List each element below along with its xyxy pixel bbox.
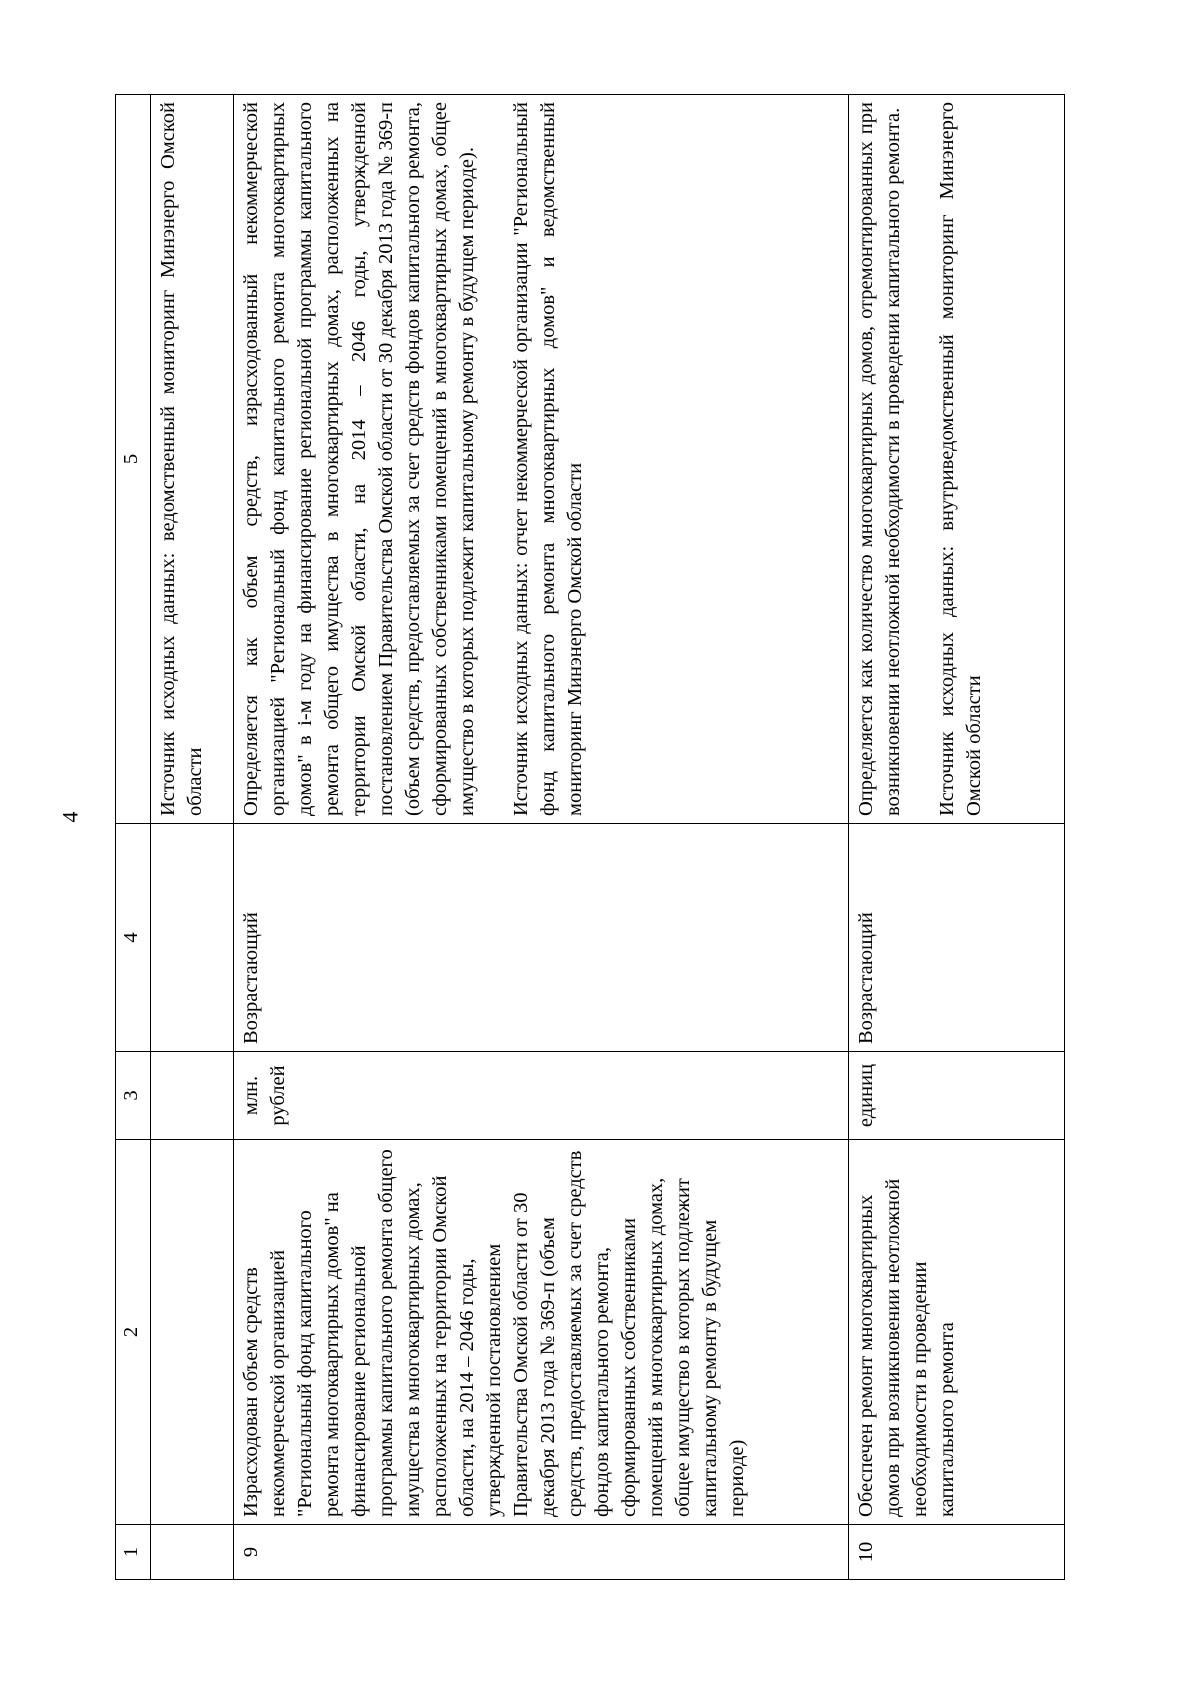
table-row-continuation	[151, 95, 234, 1580]
table-row	[849, 95, 1065, 1580]
unit-cell: единиц	[849, 1052, 1065, 1140]
unit-cell: млн. рублей	[234, 1052, 849, 1140]
page-number: 4	[57, 811, 82, 823]
header-cell: 2	[116, 1140, 151, 1525]
row-number: 10	[849, 1525, 1065, 1580]
method-text: Определяется как объем средств, израсходованный некоммерческой организацией "Региональный фонд капитального ремонта многоквартирных домов" в i-м году на финансирование региональной программы капитального ремонта общего имущества в многоквартирных домах, расположенных на территории Омской области, на 2014 – 2046 годы, утвержденной постановлением Правительства Омской области от 30 декабря 2013 года № 369-п (объем средств, предоставляемых за счет средств фондов капитального ремонта, сформированных собственниками помещений в многоквартирных домах, общее имущество в которых подлежит капитальному ремонту в будущем периоде).	[240, 102, 478, 816]
header-cell: 4	[116, 824, 151, 1052]
continuation-source-cell: Источник исходных данных: ведомственный мониторинг Минэнерго Омской области	[151, 95, 234, 824]
indicator-cell: Обеспечен ремонт многоквартирных домов при возникновении неотложной необходимости в проведении капитального ремонта	[849, 1140, 1065, 1525]
indicator-cell: Израсходован объем средств некоммерческой организацией "Региональный фонд капитального ремонта многоквартирных домов" на финансирование региональной программы капитального ремонта общего имущества в многоквартирных домах, расположенных на территории Омской области, на 2014 – 2046 годы, утвержденной постановлением Правительства Омской области от 30 декабря 2013 года № 369-п (объем средств, предоставляемых за счет средств фондов капитального ремонта, сформированных собственниками помещений в многоквартирных домах, общее имущество в которых подлежит капитальному ремонту в будущем периоде)	[234, 1140, 849, 1525]
indicators-table	[115, 94, 1065, 1580]
row-number: 9	[234, 1525, 849, 1580]
table-row	[234, 95, 849, 1580]
method-cell	[849, 95, 1065, 824]
source-text: Источник исходных данных: отчет некоммерческой организации "Региональный фонд капитального ремонта многоквартирных домов" и ведомственный мониторинг Минэнерго Омской области	[510, 102, 586, 816]
method-text: Определяется как количество многоквартирных домов, отремонтированных при возникновении неотложной необходимости в проведении капитального ремонта.	[855, 102, 904, 816]
direction-cell: Возрастающий	[849, 824, 1065, 1052]
header-cell: 5	[116, 95, 151, 824]
table-header-row	[116, 95, 151, 1580]
rotated-table-container	[115, 95, 1065, 1580]
header-cell: 3	[116, 1052, 151, 1140]
direction-cell: Возрастающий	[234, 824, 849, 1052]
method-cell	[234, 95, 849, 824]
header-cell: 1	[116, 1525, 151, 1580]
source-text: Источник исходных данных: внутриведомственный мониторинг Минэнерго Омской области	[936, 102, 985, 816]
